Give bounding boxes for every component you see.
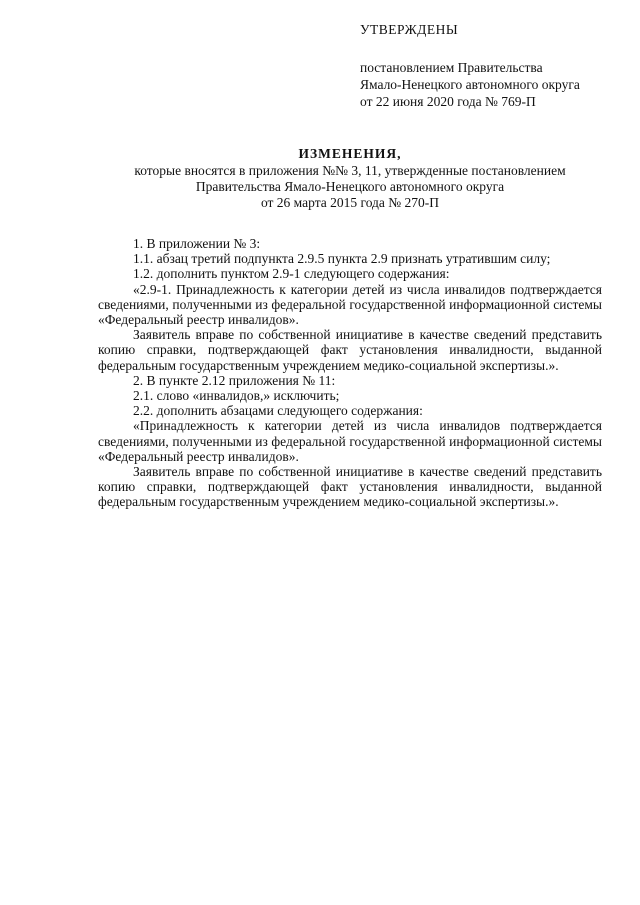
- paragraph: 1.2. дополнить пунктом 2.9-1 следующего содержания:: [133, 266, 450, 282]
- document-title: ИЗМЕНЕНИЯ,: [298, 146, 402, 161]
- approval-heading: УТВЕРЖДЕНЫ: [360, 22, 459, 37]
- document-body: [98, 236, 602, 510]
- title-line: от 26 марта 2015 года № 270-П: [260, 195, 440, 210]
- paragraph: 1.1. абзац третий подпункта 2.9.5 пункта 2.9 признать утратившим силу;: [133, 251, 551, 267]
- paragraph: «2.9-1. Принадлежность к категории детей из числа инвалидов подтверждается сведениями, полученными из федеральной государственной информационной системы «Федеральный реестр инвалидов».: [98, 281, 602, 328]
- paragraph: 2. В пункте 2.12 приложения № 11:: [133, 372, 336, 388]
- approval-block: [360, 21, 580, 110]
- title-line: которые вносятся в приложения №№ 3, 11, утвержденные постановлением: [134, 163, 566, 178]
- approval-line: постановлением Правительства: [360, 60, 543, 75]
- paragraph: 2.1. слово «инвалидов,» исключить;: [133, 388, 340, 404]
- paragraph: Заявитель вправе по собственной инициативе в качестве сведений представить копию справки, подтверждающей факт установления инвалидности, выданной федеральным государственным учреждением медико-социальной экспертизы.».: [98, 464, 602, 510]
- document-title-block: [98, 146, 602, 211]
- approval-line: Ямало-Ненецкого автономного округа: [360, 77, 580, 92]
- paragraph: «Принадлежность к категории детей из числа инвалидов подтверждается сведениями, полученными из федеральной государственной информационной системы «Федеральный реестр инвалидов».: [98, 418, 602, 464]
- approval-line: от 22 июня 2020 года № 769-П: [360, 94, 536, 109]
- paragraph: 2.2. дополнить абзацами следующего содержания:: [133, 403, 423, 419]
- paragraph: Заявитель вправе по собственной инициативе в качестве сведений представить копию справки, подтверждающей факт установления инвалидности, выданной федеральным государственным учреждением медико-социальной экспертизы.».: [98, 327, 602, 373]
- paragraph: 1. В приложении № 3:: [133, 236, 261, 251]
- title-line: Правительства Ямало-Ненецкого автономного округа: [195, 179, 505, 194]
